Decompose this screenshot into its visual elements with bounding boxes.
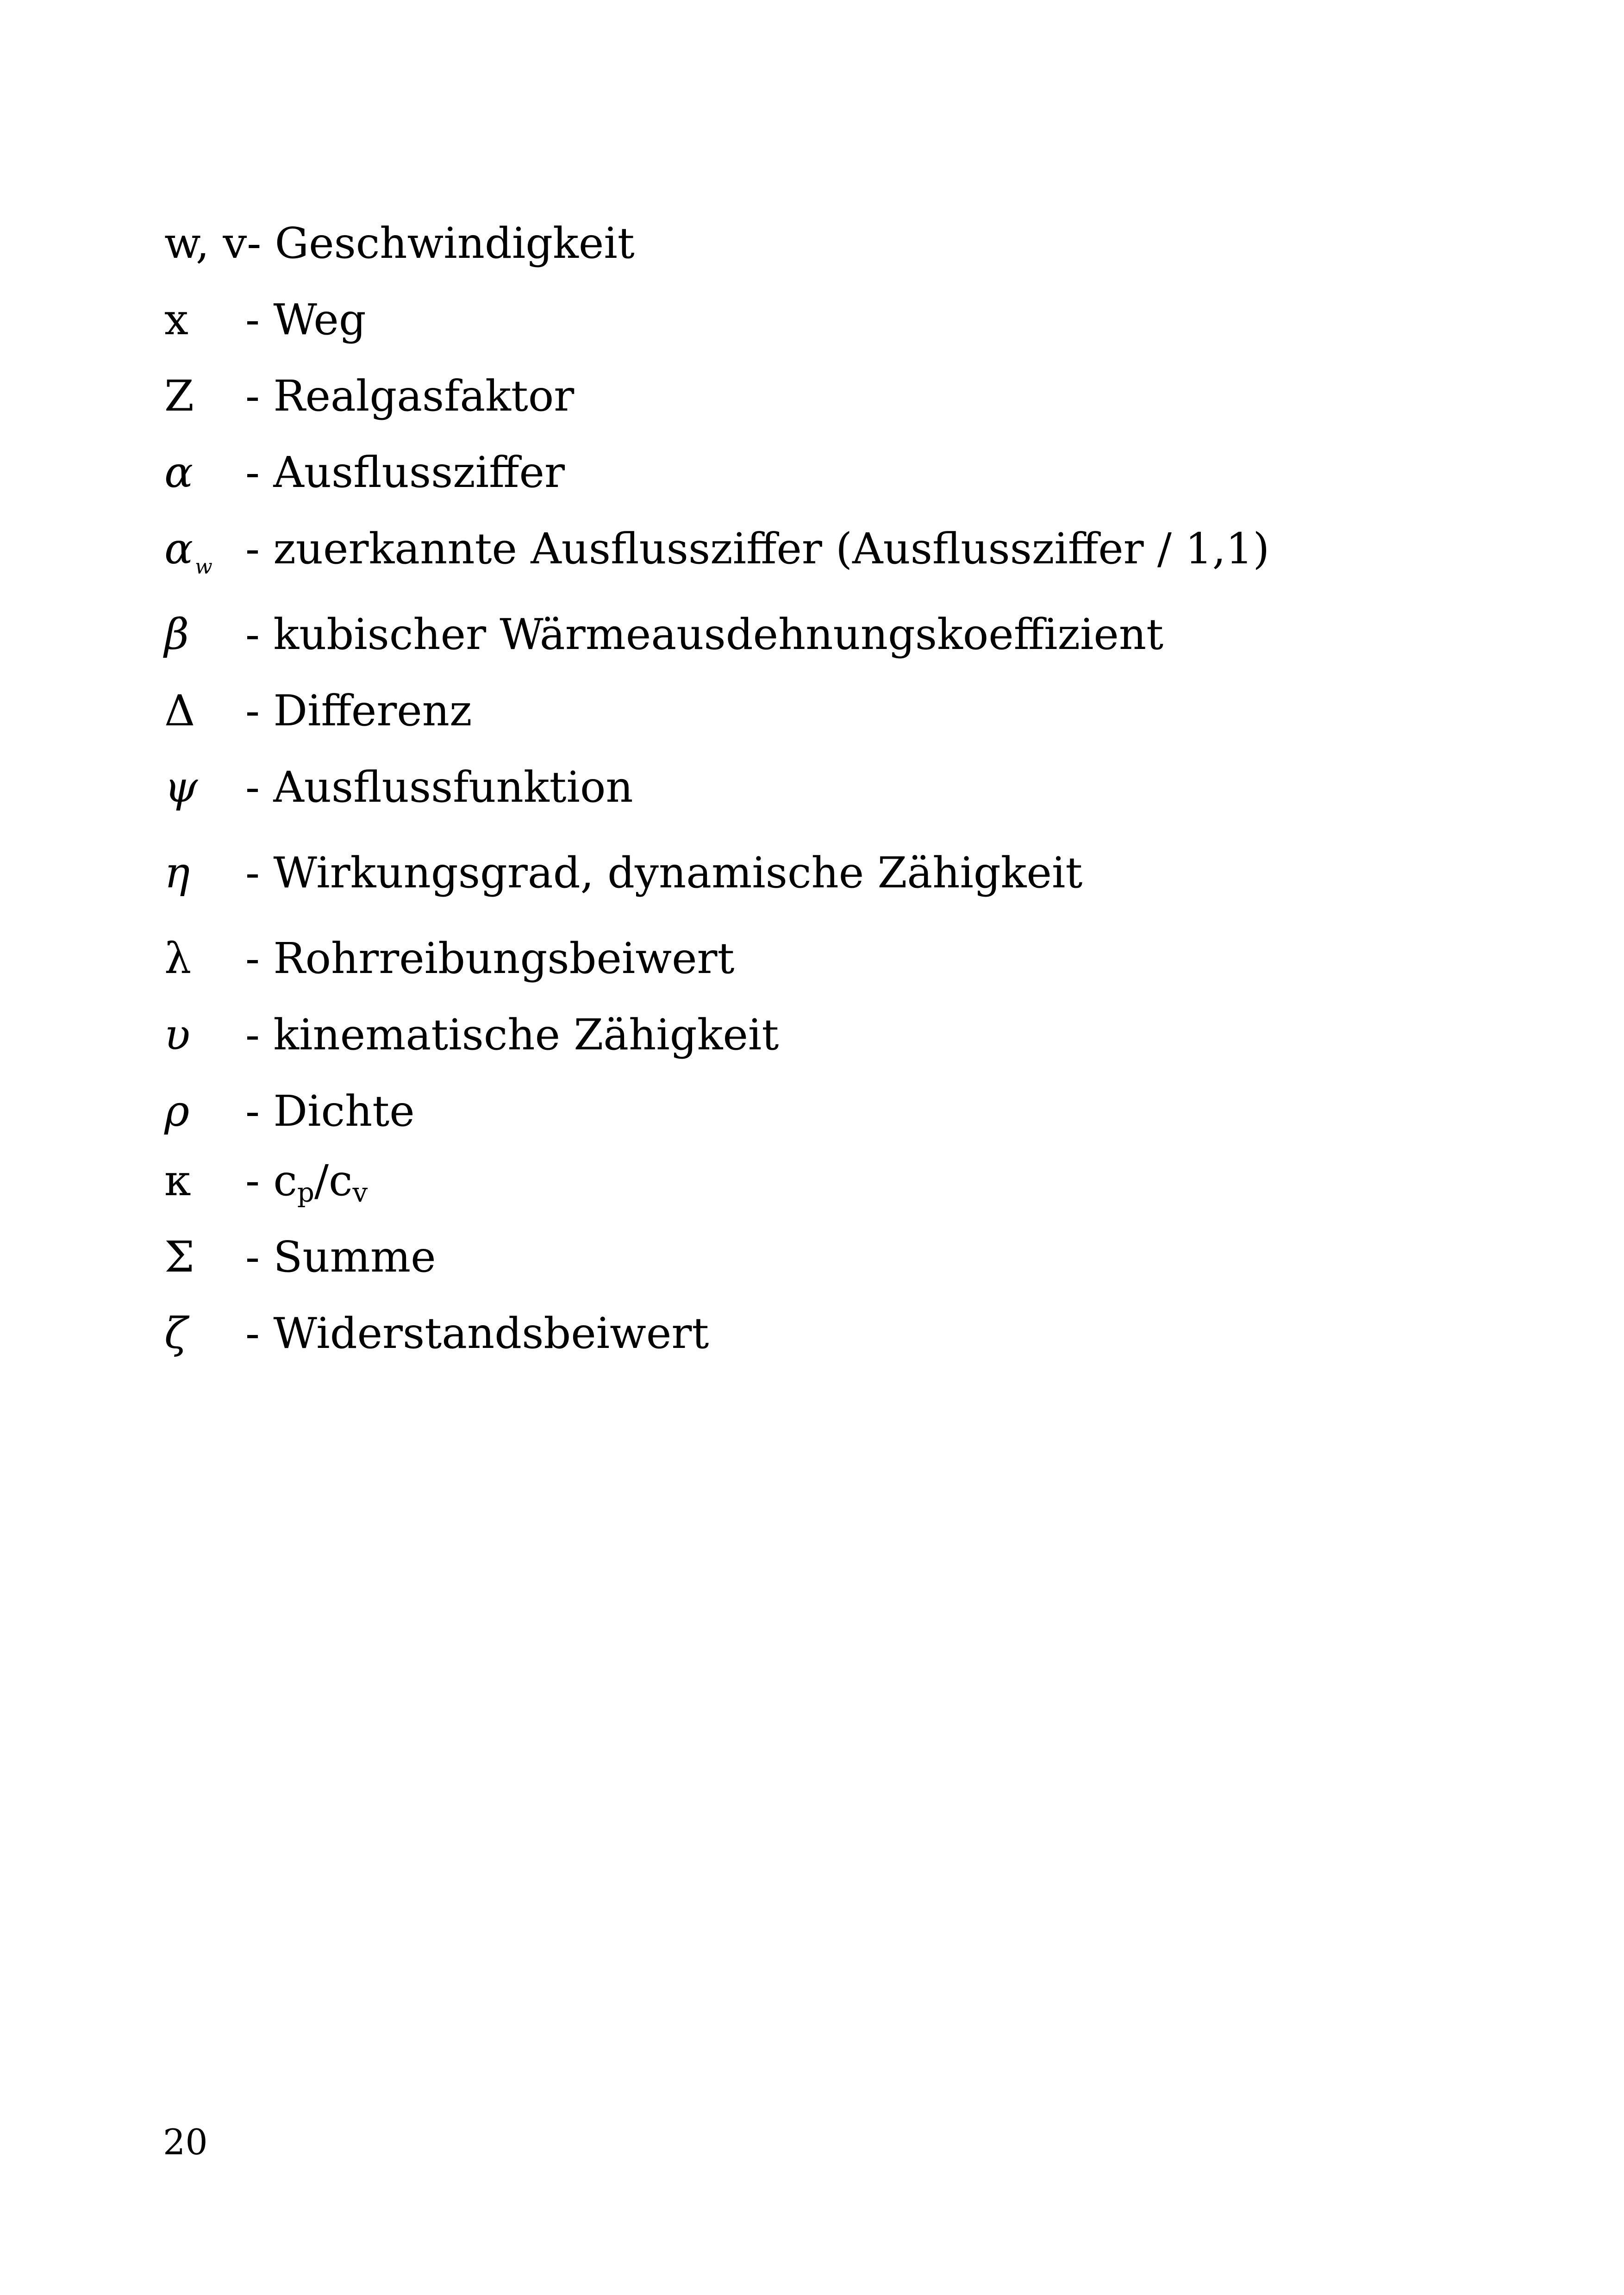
symbol-description: - Rohrreibungsbeiwert: [245, 934, 735, 983]
symbol: κ: [164, 1156, 191, 1205]
page-number: 20: [163, 2121, 208, 2163]
symbol-entry-x: [164, 295, 1461, 375]
symbol-entry-delta: [164, 686, 1461, 766]
symbol-entry-beta: [164, 610, 1461, 690]
symbol-description: - Wirkungsgrad, dynamische Zähigkeit: [245, 848, 1083, 898]
symbol-entry-alpha: [164, 448, 1461, 528]
symbol-entry-kappa: [164, 1156, 1461, 1236]
symbol: α: [164, 448, 194, 497]
symbol: η: [164, 848, 190, 898]
symbol-entry-psi: [164, 762, 1461, 852]
symbol-entry-rho: [164, 1086, 1461, 1160]
symbol: ρ: [164, 1086, 190, 1136]
symbol-description: - Ausflussziffer: [245, 448, 565, 497]
symbol-description: - Realgasfaktor: [245, 371, 575, 421]
symbol-description: - Widerstandsbeiwert: [245, 1309, 709, 1358]
symbol-description: - Differenz: [245, 686, 472, 736]
symbol-entry-text: w, v- Geschwindigkeit: [164, 218, 635, 268]
symbol-description: - Weg: [245, 295, 366, 344]
symbol-entry-upsilon: [164, 1010, 1461, 1090]
symbol-entry-z: [164, 371, 1461, 451]
symbol-entry-sigma: [164, 1232, 1461, 1312]
symbol-subscript: w: [195, 555, 212, 579]
symbol-entry-velocity: [164, 218, 1461, 299]
symbol-description: - Dichte: [245, 1086, 415, 1136]
symbol-description: - zuerkannte Ausflussziffer (Ausflussziffer / 1,1): [245, 524, 1270, 574]
symbol: [164, 524, 212, 588]
symbol: υ: [164, 1010, 190, 1060]
symbol-entry-alpha-w: [164, 524, 1461, 613]
symbol: ζ: [164, 1309, 187, 1358]
symbol-description: - Summe: [245, 1232, 436, 1282]
symbol: λ: [164, 934, 192, 983]
description-slash: /c: [314, 1156, 353, 1205]
symbol-entry-lambda: [164, 934, 1461, 1014]
symbol: Δ: [164, 686, 195, 736]
symbol: Z: [164, 371, 194, 421]
symbol-base: α: [164, 524, 194, 574]
symbol: Σ: [164, 1232, 195, 1282]
symbol-entry-zeta: [164, 1309, 1461, 1389]
subscript-p: p: [297, 1177, 314, 1208]
symbol: β: [164, 610, 189, 659]
subscript-v: v: [352, 1177, 368, 1208]
symbol-description: [245, 1156, 368, 1214]
symbol-description: - kubischer Wärmeausdehnungskoeffizient: [245, 610, 1164, 659]
description-prefix: - c: [245, 1156, 297, 1205]
symbol: ψ: [164, 762, 198, 812]
symbol-list: [164, 218, 1461, 1389]
symbol-entry-eta: [164, 848, 1461, 937]
symbol-description: - Ausflussfunktion: [245, 762, 633, 812]
symbol: x: [164, 295, 188, 344]
symbol-description: - kinematische Zähigkeit: [245, 1010, 779, 1060]
